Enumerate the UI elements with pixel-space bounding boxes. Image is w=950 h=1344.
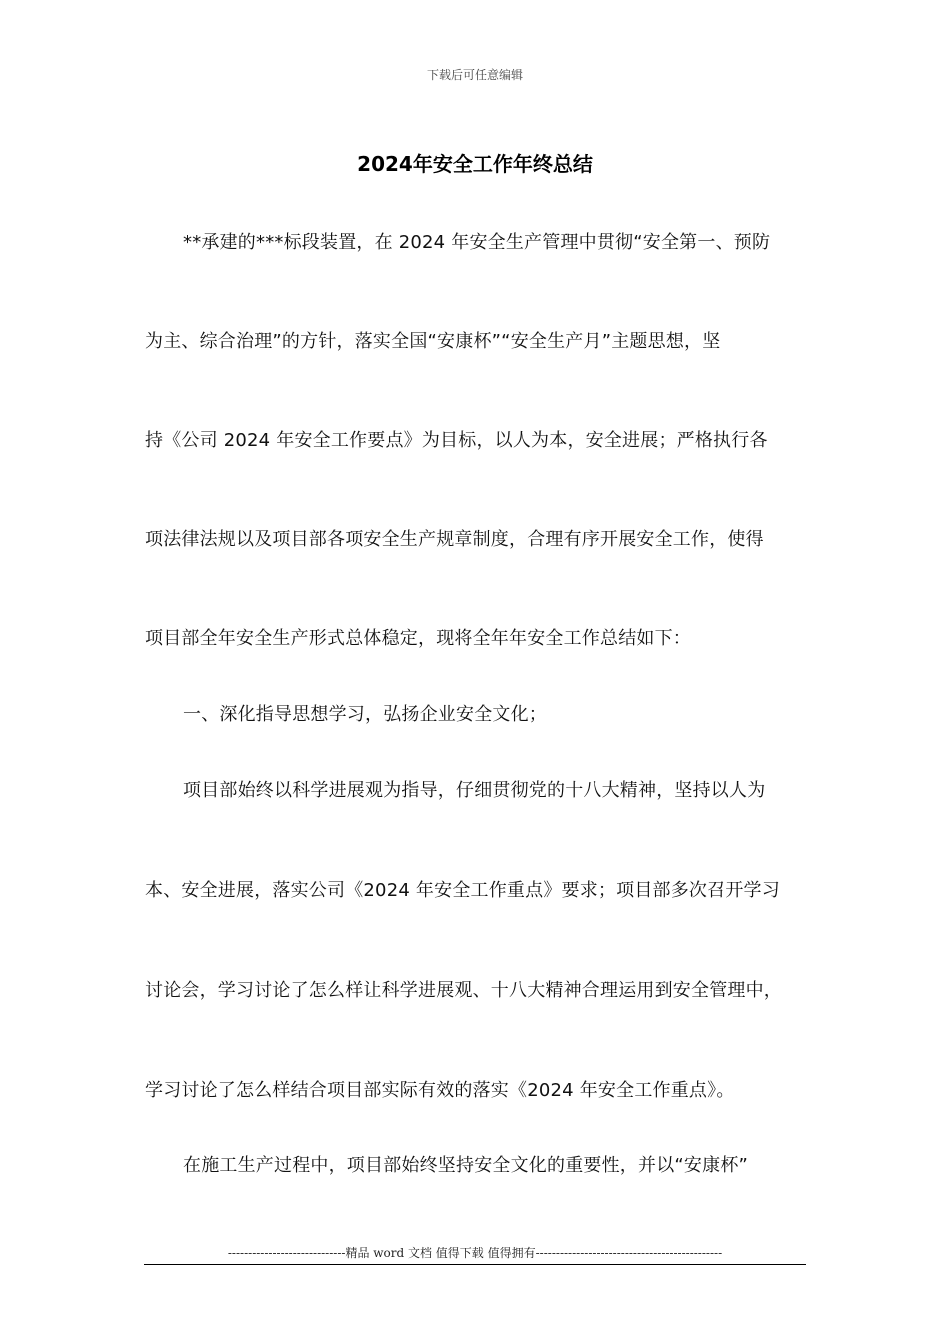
footer-divider [144,1264,806,1265]
paragraph-line: **承建的***标段装置，在 2024 年安全生产管理中贯彻“安全第一、预防 [183,232,771,253]
paragraph-line: 本、安全进展，落实公司《2024 年安全工作重点》要求；项目部多次召开学习 [145,880,780,901]
paragraph-line: 项目部始终以科学进展观为指导，仔细贯彻党的十八大精神，坚持以人为 [183,780,766,801]
paragraph-line: 持《公司 2024 年安全工作要点》为目标，以人为本，安全进展；严格执行各 [145,430,768,451]
paragraph-line: 学习讨论了怎么样结合项目部实际有效的落实《2024 年安全工作重点》。 [145,1080,735,1101]
paragraph-line: 项法律法规以及项目部各项安全生产规章制度，合理有序开展安全工作，使得 [145,529,764,550]
paragraph-line: 为主、综合治理”的方针，落实全国“安康杯”“安全生产月”主题思想，坚 [145,331,721,352]
section-heading: 一、深化指导思想学习，弘扬企业安全文化； [183,704,547,725]
header-note: 下载后可任意编辑 [426,68,523,82]
document-title: 2024年安全工作年终总结 [357,152,593,176]
paragraph-line: 讨论会，学习讨论了怎么样让科学进展观、十八大精神合理运用到安全管理中， [145,980,782,1001]
paragraph-line: 在施工生产过程中，项目部始终坚持安全文化的重要性，并以“安康杯” [183,1155,749,1176]
footer-text: -----------------------------精品 word 文档 值得下载 值得拥有---------------------------------------------- [227,1246,723,1260]
paragraph-line: 项目部全年安全生产形式总体稳定，现将全年年安全工作总结如下： [145,628,691,649]
